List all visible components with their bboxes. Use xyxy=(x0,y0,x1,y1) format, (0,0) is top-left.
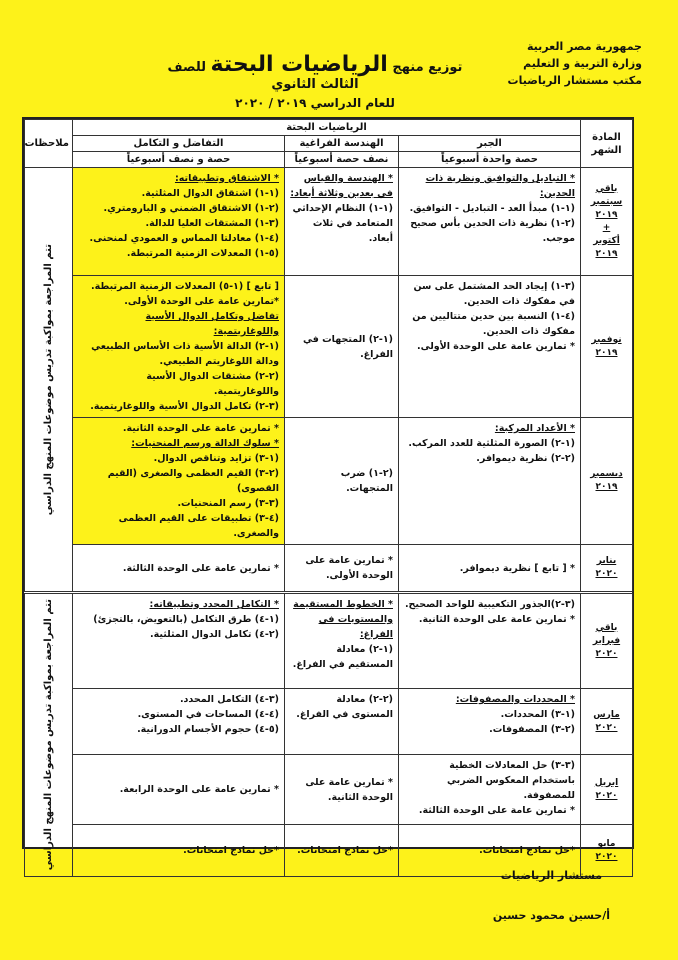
calculus-cell: * الاشتقاق وتطبيقاته: (١-١) اشتقاق الدوال المثلثية. (٢-١) الاشتقاق الضمني و البارومتري. (٣-١) المشتقات العليا للدالة. (٤-١) معادلتا المماس و العمودي لمنحنى. (٥-١) المعدلات الزمنية المرتبطة. xyxy=(73,168,285,276)
algebra-cell: (٣-٢)الجذور التكعيبية للواحد الصحيح. * تمارين عامة على الوحدة الثانية. xyxy=(399,593,581,689)
calculus-cell: [ تابع ] (١-٥) المعدلات الزمنية المرتبطة. *تمارين عامة على الوحدة الأولى. تفاضل وتكامل الدوال الأسية واللوغاريتمية: (١-٢) الدالة الأسية ذات الأساس الطبيعي ودالة اللوغاريتم الطبيعي. (٢-٢) مشتقات الدوال الأسية واللوغاريتمية. (٣-٢) تكامل الدوال الأسية واللوغاريتمية. xyxy=(73,276,285,418)
algebra-cell: * الأعداد المركبة: (١-٢) الصورة المثلثية للعدد المركب. (٢-٢) نظرية ديموافر. xyxy=(399,418,581,545)
periods-calculus: حصة و نصف أسبوعياً xyxy=(73,152,285,168)
table-row xyxy=(25,545,633,593)
table-row xyxy=(25,168,633,276)
geometry-cell: * تمارين عامة على الوحدة الأولى. xyxy=(285,545,399,593)
periods-geometry: نصف حصة أسبوعياً xyxy=(285,152,399,168)
col-header-algebra: الجبر xyxy=(399,136,581,152)
col-header-geometry: الهندسة الفراغية xyxy=(285,136,399,152)
document-title xyxy=(150,52,480,110)
calculus-cell: * التكامل المحدد وتطبيقاته: (١-٤) طرق التكامل (بالتعويض، بالتجزئ) (٢-٤) تكامل الدوال المثلثية. xyxy=(73,593,285,689)
month-cell: نوفمبر ٢٠١٩ xyxy=(581,276,633,418)
signature-block xyxy=(493,856,610,936)
table-row xyxy=(25,755,633,825)
calculus-cell: * تمارين عامة على الوحدة الثانية. * سلوك الدالة ورسم المنحنيات: (١-٣) تزايد وتناقص الدوال. (٢-٣) القيم العظمى والصغرى (القيم القصوى) (٣-٣) رسم المنحنيات. (٤-٣) تطبيقات على القيم العظمى والصغرى. xyxy=(73,418,285,545)
algebra-cell: * المحددات والمصفوفات: (١-٣) المحددات. (٢-٣) المصفوفات. xyxy=(399,689,581,755)
geometry-cell: (٢-٢) معادلة المستوى في الفراغ. xyxy=(285,689,399,755)
notes-cell-term2: تتم المراجعة بمواكبة تدريس موضوعات المنهج الدراسي xyxy=(25,593,73,877)
col-header-calculus: التفاضل و التكامل xyxy=(73,136,285,152)
curriculum-table-sheet xyxy=(22,117,634,871)
geometry-cell: *حل نماذج امتحانات. xyxy=(285,825,399,877)
notes-cell-term1: تتم المراجعة بمواكبة تدريس موضوعات المنهج الدراسي xyxy=(25,168,73,593)
month-cell: يناير ٢٠٢٠ xyxy=(581,545,633,593)
month-cell: باقي فبراير ٢٠٢٠ xyxy=(581,593,633,689)
calculus-cell: *حل نماذج امتحانات. xyxy=(73,825,285,877)
geometry-cell: (١-٢) المتجهات في الفراغ. xyxy=(285,276,399,418)
title-suffix: للصف الثالث الثانوي xyxy=(167,60,359,92)
month-cell: باقي سبتمبر ٢٠١٩ + أكتوبر ٢٠١٩ xyxy=(581,168,633,276)
geometry-cell: * الخطوط المستقيمة والمستويات في الفراغ: (١-٢) معادلة المستقيم في الفراغ. xyxy=(285,593,399,689)
calculus-cell: * تمارين عامة على الوحدة الثالثة. xyxy=(73,545,285,593)
geometry-cell: (٢-١) ضرب المتجهات. xyxy=(285,418,399,545)
curriculum-table xyxy=(24,119,633,877)
month-cell: ديسمبر ٢٠١٩ xyxy=(581,418,633,545)
notes-header: ملاحظات xyxy=(25,120,73,168)
algebra-cell: (٣-١) إيجاد الحد المشتمل على سن في مفكوك ذات الحدين. (٤-١) النسبة بين حدين متتاليين من مفكوك ذات الحدين. * تمارين عامة على الوحدة الأولى. xyxy=(399,276,581,418)
algebra-cell: (٣-٣) حل المعادلات الخطية باستخدام المعكوس الضربي للمصفوفة. * تمارين عامة على الوحدة الثالثة. xyxy=(399,755,581,825)
geometry-cell: * الهندسة والقياس في بعدين وثلاثة أبعاد: (١-١) النظام الإحداثي المتعامد في ثلاث أبعاد. xyxy=(285,168,399,276)
issuer-block xyxy=(492,38,642,89)
calculus-cell: (٣-٤) التكامل المحدد. (٤-٤) المساحات في المستوى. (٥-٤) حجوم الأجسام الدورانية. xyxy=(73,689,285,755)
title-main: الرياضيات البحتة xyxy=(210,52,388,77)
country-line: جمهورية مصر العربية xyxy=(527,40,642,53)
ministry-line: وزارة التربية و التعليم xyxy=(523,57,642,70)
algebra-cell: * التباديل والتوافيق ونظرية ذات الحدين: (١-١) مبدأ العد - التباديل - التوافيق. (٢-١) نظرية ذات الحدين بأس صحيح موجب. xyxy=(399,168,581,276)
corner-cell: المادة الشهر xyxy=(581,120,633,168)
table-row xyxy=(25,418,633,545)
academic-year: للعام الدراسي ٢٠١٩ / ٢٠٢٠ xyxy=(235,96,395,110)
month-cell: ابريل ٢٠٢٠ xyxy=(581,755,633,825)
table-row xyxy=(25,593,633,689)
table-row xyxy=(25,689,633,755)
geometry-cell: * تمارين عامة على الوحدة الثانية. xyxy=(285,755,399,825)
signatory-role: مستشار الرياضيات xyxy=(500,869,603,882)
title-prefix: توزيع منهج xyxy=(392,60,463,75)
table-row xyxy=(25,276,633,418)
algebra-cell: *حل نماذج امتحانات. xyxy=(399,825,581,877)
month-cell: مايو ٢٠٢٠ xyxy=(581,825,633,877)
periods-algebra: حصة واحدة أسبوعياً xyxy=(399,152,581,168)
calculus-cell: * تمارين عامة على الوحدة الرابعة. xyxy=(73,755,285,825)
subject-group-header: الرياضيات البحتة xyxy=(73,120,581,136)
algebra-cell: * [ تابع ] نظرية ديموافر. xyxy=(399,545,581,593)
month-cell: مارس ٢٠٢٠ xyxy=(581,689,633,755)
signatory-name: أ/حسين محمود حسين xyxy=(492,909,610,922)
office-line: مكتب مستشار الرياضيات xyxy=(507,74,642,87)
